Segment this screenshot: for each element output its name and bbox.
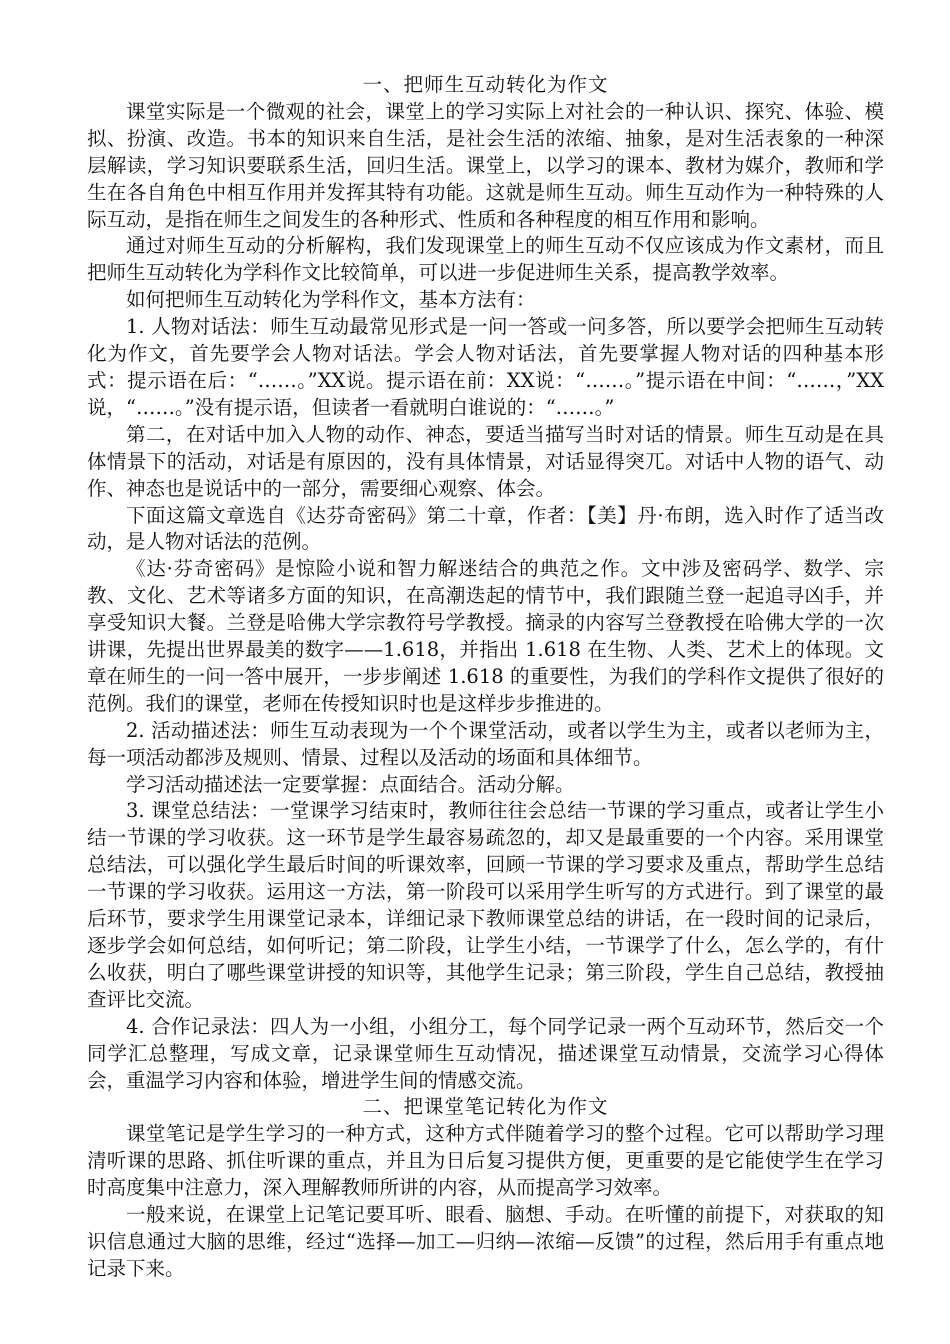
paragraph: 通过对师生互动的分析解构，我们发现课堂上的师生互动不仅应该成为作文素材，而且把师生互动转化为学科作文比较简单，可以进一步促进师生关系，提高教学效率。 <box>87 234 884 285</box>
paragraph: 1. 人物对话法：师生互动最常见形式是一问一答或一问多答，所以要学会把师生互动转化为作文，首先要学会人物对话法。学会人物对话法，首先要掌握人物对话的四种基本形式：提示语在后：“……。”XX说。提示语在前：XX说：“……。”提示语在中间：“……，”XX说，“……。”没有提示语，但读者一看就明白谁说的：“……。” <box>87 315 884 419</box>
paragraph: 第二，在对话中加入人物的动作、神态，要适当描写当时对话的情景。师生互动是在具体情景下的活动，对话是有原因的，没有具体情景，对话显得突兀。对话中人物的语气、动作、神态也是说话中的一部分，需要细心观察、体会。 <box>87 422 884 500</box>
paragraph: 《达·芬奇密码》是惊险小说和智力解迷结合的典范之作。文中涉及密码学、数学、宗教、文化、艺术等诸多方面的知识，在高潮迭起的情节中，我们跟随兰登一起追寻凶手，并享受知识大餐。兰登是哈佛大学宗教符号学教授。摘录的内容写兰登教授在哈佛大学的一次讲课，先提出世界最美的数字——1.618，并指出 1.618 在生物、人类、艺术上的体现。文章在师生的一问一答中展开，一步步阐述 1.618 的重要性，为我们的学科作文提供了很好的范例。我们的课堂，老师在传授知识时也是这样步步推进的。 <box>87 557 884 715</box>
section-2-title: 二、把课堂笔记转化为作文 <box>362 1095 609 1119</box>
paragraph: 课堂笔记是学生学习的一种方式，这种方式伴随着学习的整个过程。它可以帮助学习理清听课的思路、抓住听课的重点，并且为日后复习提供方便，更重要的是它能使学生在学习时高度集中注意力，深入理解教师所讲的内容，从而提高学习效率。 <box>87 1122 884 1200</box>
paragraph: 4. 合作记录法：四人为一小组，小组分工，每个同学记录一两个互动环节，然后交一个同学汇总整理，写成文章，记录课堂师生互动情况，描述课堂互动情景，交流学习心得体会，重温学习内容和体验，增进学生间的情感交流。 <box>87 1014 884 1092</box>
paragraph: 下面这篇文章选自《达芬奇密码》第二十章，作者：【美】丹·布朗，选入时作了适当改动，是人物对话法的范例。 <box>87 503 884 554</box>
section-1-title: 一、把师生互动转化为作文 <box>362 73 609 96</box>
paragraph: 2. 活动描述法：师生互动表现为一个个课堂活动，或者以学生为主，或者以老师为主，每一项活动都涉及规则、情景、过程以及活动的场面和具体细节。 <box>87 718 884 769</box>
paragraph: 如何把师生互动转化为学科作文，基本方法有： <box>126 288 536 312</box>
paragraph: 课堂实际是一个微观的社会，课堂上的学习实际上对社会的一种认识、探究、体验、模拟、扮演、改造。书本的知识来自生活，是社会生活的浓缩、抽象，是对生活表象的一种深层解读，学习知识要联系生活，回归生活。课堂上，以学习的课本、教材为媒介，教师和学生在各自角色中相互作用并发挥其特有功能。这就是师生互动。师生互动作为一种特殊的人际互动，是指在师生之间发生的各种形式、性质和各种程度的相互作用和影响。 <box>87 99 884 231</box>
paragraph: 学习活动描述法一定要掌握：点面结合。活动分解。 <box>126 772 575 796</box>
paragraph: 一般来说，在课堂上记笔记要耳听、眼看、脑想、手动。在听懂的前提下，对获取的知识信息通过大脑的思维，经过“选择—加工—归纳—浓缩—反馈”的过程，然后用手有重点地记录下来。 <box>87 1203 884 1280</box>
paragraph: 3. 课堂总结法：一堂课学习结束时，教师往往会总结一节课的学习重点，或者让学生小结一节课的学习收获。这一环节是学生最容易疏忽的，却又是最重要的一个内容。采用课堂总结法，可以强化学生最后时间的听课效率，回顾一节课的学习要求及重点，帮助学生总结一节课的学习收获。运用这一方法，第一阶段可以采用学生听写的方式进行。到了课堂的最后环节，要求学生用课堂记录本，详细记录下教师课堂总结的讲话，在一段时间的记录后，逐步学会如何总结，如何听记；第二阶段，让学生小结，一节课学了什么，怎么学的，有什么收获，明白了哪些课堂讲授的知识等，其他学生记录；第三阶段，学生自己总结，教授抽查评比交流。 <box>87 799 884 1011</box>
